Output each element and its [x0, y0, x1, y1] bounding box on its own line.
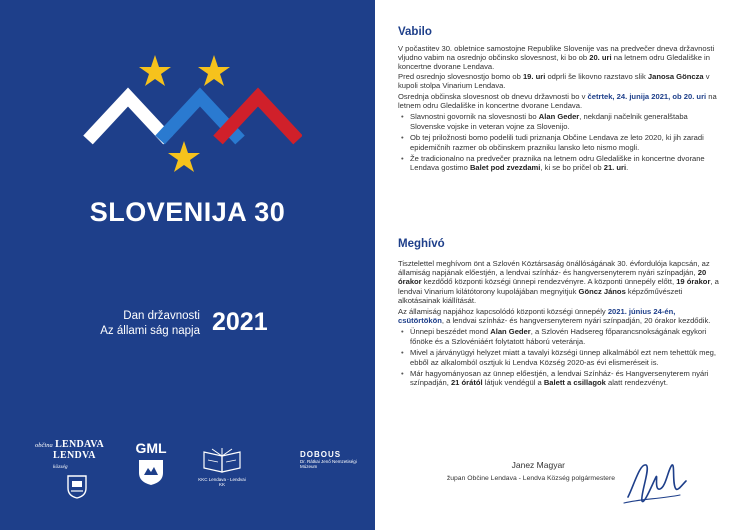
state-day-subtitle [100, 309, 200, 339]
text: 19 órakor [676, 277, 711, 287]
text: Osrednja občinska slovesnost ob dnevu državnosti bo v [398, 92, 588, 102]
text: képzőművészeti alkotásainak kiállítását. [398, 286, 683, 305]
text: 21 órától [450, 378, 483, 388]
signature-block [375, 460, 615, 482]
text: Balet pod zvezdami [469, 163, 541, 173]
hu-paragraph-1 [398, 259, 723, 305]
star-icon [198, 55, 230, 86]
gml-text: GML [135, 440, 167, 456]
text: v kupoli stolpa Vinarium Lendava. [398, 71, 710, 90]
gml-shield-icon [136, 458, 166, 486]
text: kezdődő központi községi ünnepi rendezvényre. A központi ünnepély előtt, [421, 277, 677, 287]
heading-vabilo: Vabilo [398, 26, 432, 38]
text: na letnem odru Gledališke in koncertne dvorane Lendava. [398, 92, 717, 111]
slovenia-30-emblem [80, 45, 302, 195]
red-chevron [218, 97, 298, 140]
star-icon [168, 141, 200, 172]
text: 20. uri [589, 53, 612, 63]
text: 21. uri [603, 163, 627, 173]
text: odprli še likovno razstavo slik [545, 71, 648, 81]
text: 2021. június 24-én, csütörtökön [398, 307, 676, 326]
sl-paragraph-2 [398, 92, 723, 110]
list-item [398, 327, 723, 345]
text: Balett a csillagok [543, 378, 606, 388]
text: , ki se bo pričel ob [540, 163, 604, 173]
hu-bullet-list [398, 327, 723, 387]
hu-paragraph-2 [398, 307, 723, 325]
lendava-prefix: občina [35, 442, 53, 449]
invitation-panel [375, 0, 750, 530]
text: látjuk vendégül a [482, 378, 544, 388]
list-item [398, 112, 723, 130]
mayor-role: župan Občine Lendava - Lendva Község polgármestere [446, 475, 615, 482]
dobous-subtitle: Dr. Rátkai Jenő Nemzetiségi Múzeum [300, 459, 357, 469]
list-item [398, 348, 723, 366]
krc-book-icon [200, 446, 244, 476]
partner-logos [0, 440, 375, 500]
text: Már hagyományosan az ünnep előestjén, a lendvai Színház- és Hangversenyterem nyári színpadján, [410, 369, 709, 388]
text: alatt rendezvényt. [605, 378, 668, 388]
mayor-name: Janez Magyar [511, 460, 565, 470]
slovene-body [398, 44, 723, 175]
text: Ünnepi beszédet mond [410, 327, 491, 337]
subtitle-slovene: Dan državnosti [123, 310, 200, 322]
text: Göncz János [578, 286, 626, 296]
lendava-coat-of-arms-icon [67, 475, 87, 499]
sl-bullet-list [398, 112, 723, 172]
text: Alan Geder [490, 327, 531, 337]
text: , nekdanji načelnik generalštaba Slovenske vojske in veteran vojne za Slovenijo. [410, 112, 688, 131]
list-item [398, 154, 723, 172]
handwritten-signature-icon [620, 455, 690, 510]
lendva-name: LENDVA [53, 450, 96, 461]
heading-meghivo: Meghívó [398, 238, 445, 250]
text: , a lendvai Vinarium kilátótorony kupolájában megnyitjuk [398, 277, 719, 296]
white-chevron [88, 97, 168, 140]
gml-logo [132, 440, 170, 489]
text: na letnem odru Gledališke in koncertne dvorane Lendava. [398, 53, 710, 72]
list-item [398, 369, 723, 387]
text: , a Szlovén Hadsereg főparancsnokságának egykori főnöke és a Szlovéniáért folytatott háború veteránja. [410, 327, 707, 346]
text: , a lendvai színház- és hangversenyterem nyári színpadján, 20 órakor kezdődik. [441, 316, 711, 326]
sl-paragraph-1 [398, 44, 723, 90]
list-item [398, 133, 723, 151]
year-label: 2021 [212, 308, 268, 336]
text: V počastitev 30. obletnice samostojne Republike Slovenije vas na predvečer dneva državnosti vljudno vabim na osrednjo občinsko slovesnost, ki bo ob [398, 44, 715, 63]
star-icon [139, 55, 171, 86]
text: Mivel a járványügyi helyzet miatt a tavalyi községi ünnep alkalmából ezt nem tehettük meg, ebből az alkalomból osztjuk ki Lendva Község 2020-as évi elismeréseit is. [410, 348, 717, 367]
text: 19. uri [522, 71, 546, 81]
text: Janosa Göncza [647, 71, 704, 81]
dobous-logo [300, 450, 360, 469]
lendava-logo [35, 440, 110, 502]
text: Alan Geder [538, 112, 580, 122]
text: četrtek, 24. junija 2021, ob 20. uri [587, 92, 707, 102]
text: Pred osrednjo slovesnostjo bomo ob [398, 71, 523, 81]
hungarian-body [398, 259, 723, 390]
text: Že tradicionalno na predvečer praznika na letnem odru Gledališke in koncertne dvorane Lendava gostimo [410, 154, 705, 173]
subtitle-hungarian: Az állami ság napja [100, 325, 200, 337]
slovenija-30-title: SLOVENIJA 30 [89, 197, 286, 227]
dobous-name: DOBOUS [300, 450, 342, 459]
text: Slavnostni govornik na slovesnosti bo [410, 112, 539, 122]
text: Tisztelettel meghívom önt a Szlovén Köztársaság önállóságának 30. évfordulója kapcsán, az államiság napjának előestjén, a lendvai színház- és hangversenyterem nyári színpadján, [398, 259, 710, 278]
krc-logo [196, 446, 248, 487]
text: . [626, 163, 629, 173]
text: Ob tej priložnosti bomo podelili tudi priznanja Občine Lendava ze leto 2020, ki jih zaradi epidemičnih razmer ob občinskem prazniku lansko leto nismo mogli. [410, 133, 704, 152]
lendava-name: LENDAVA [55, 439, 105, 450]
text: 20 órakor [398, 268, 707, 287]
krc-text: KKC Lendava - Lendvai KK [198, 477, 246, 487]
lendava-suffix: község [53, 464, 68, 470]
text: Az államiság napjához kapcsolódó központi községi ünnepély [398, 307, 608, 317]
